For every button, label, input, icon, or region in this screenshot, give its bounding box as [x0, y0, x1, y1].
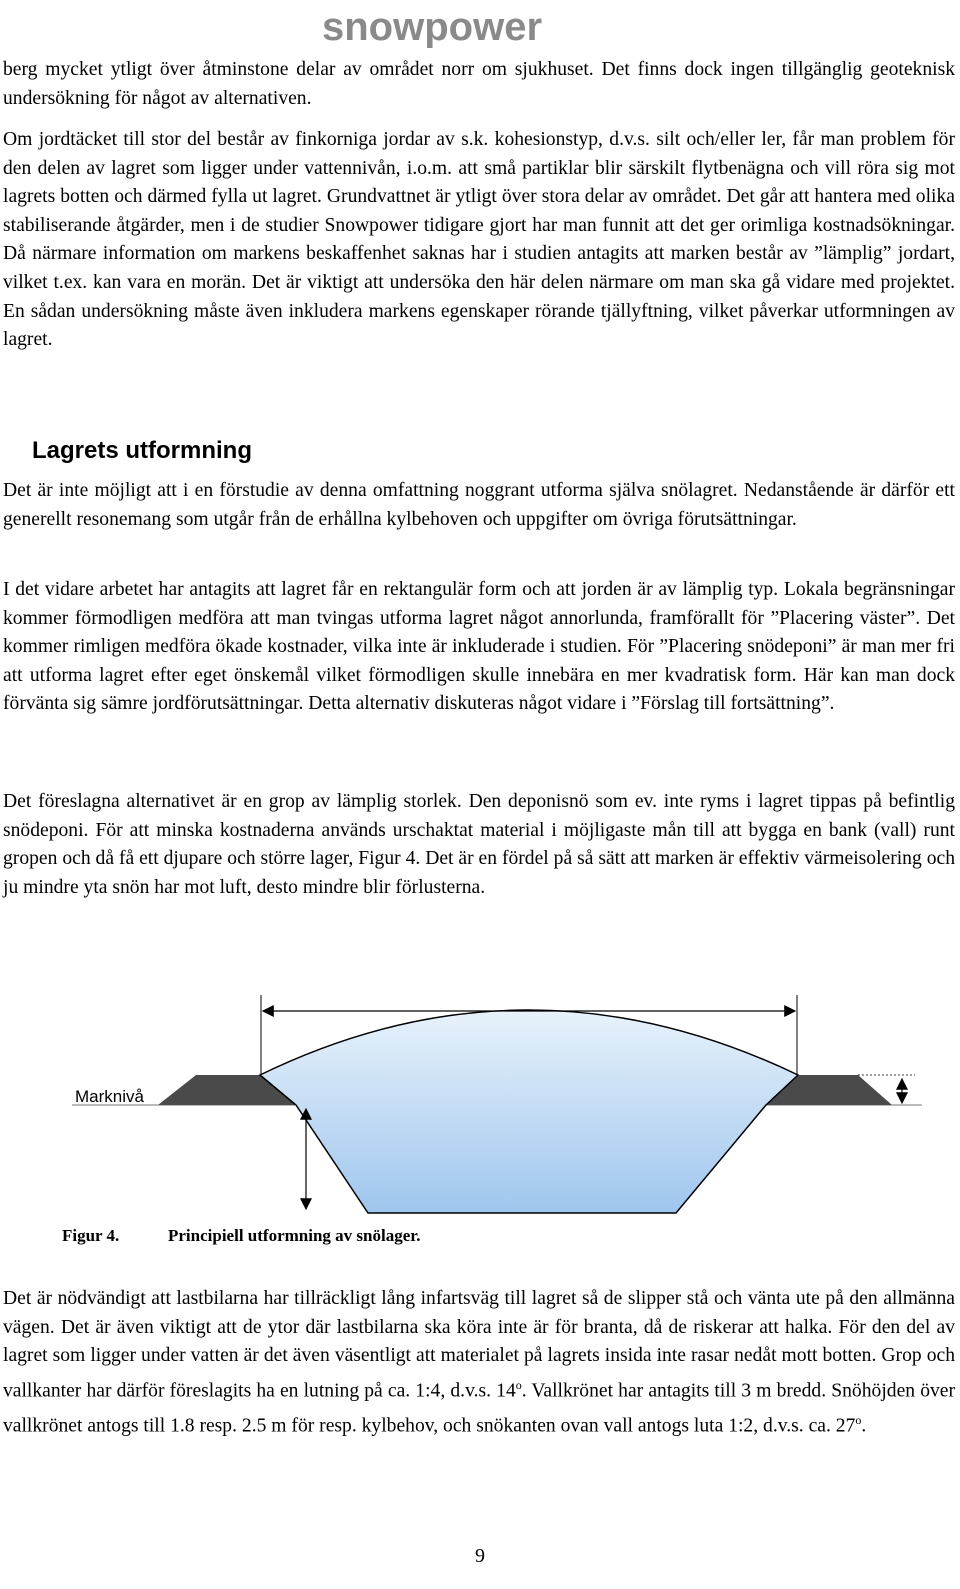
paragraph-5: Det föreslagna alternativet är en grop av lämplig storlek. Den deponisnö som ev. inte ryms i lagret tippas på befintlig snödeponi. För att minska kostnaderna används urschaktat material i möjligaste mån till att bygga en bank (vall) runt gropen och då få ett djupare och större lager, Figur 4. Det är en fördel på så sätt att marken är effektiv värmeisolering och ju mindre yta snön har mot luft, desto mindre blir förlusterna.: [3, 791, 955, 898]
paragraph-2: Om jordtäcket till stor del består av finkorniga jordar av s.k. kohesionstyp, d.v.s. silt och/eller ler, får man problem för den delen av lagret som ligger under vattennivån, i.o.m. att små partiklar blir särskilt flytbenägna och vill röra sig mot lagrets botten och därmed fylla ut lagret. Grundvattnet är ytligt över stora delar av området. Det går att hantera med olika stabiliserande åtgärder, men i de studier Snowpower tidigare gjort har man funnit att det ger orimliga kostnadsökningar. Då närmare information om markens beskaffenhet saknas har i studien antagits att marken består av ”lämplig” jordart, vilket t.ex. kan vara en morän. Det är viktigt att undersöka den här delen närmare om man ska gå vidare med projektet. En sådan undersökning måste även inkludera markens egenskaper rörande tjällyftning, vilket påverkar utformningen av lagret.: [3, 129, 955, 351]
snowpower-logo: [322, 6, 642, 48]
paragraph-6-part-a: Det är nödvändigt att lastbilarna har tillräckligt lång infartsväg till lagret så de slipper stå och vänta ute på den allmänna vägen. Det är även viktigt att de ytor där lastbilarna ska köra inte är för branta, då de riskerar att halka. För den del av lagret som ligger under vatten är det även väsentligt att materialet på lagrets insida inte rasar nedåt mott botten. Grop och vallkanter har därför föreslagits ha en lutning på ca. 1:4, d.v.s. 14: [3, 1288, 955, 1402]
figure-caption-text: Principiell utformning av snölager.: [168, 1226, 421, 1245]
paragraph-3: Det är inte möjligt att i en förstudie av denna omfattning noggrant utforma själva snölagret. Nedanstående är därför ett generellt resonemang som utgår från de erhållna kylbehoven och uppgifter om övriga förutsättningar.: [3, 480, 955, 530]
paragraph-6: [3, 1285, 955, 1441]
section-heading: Lagrets utformning: [32, 437, 252, 464]
degree-superscript-1: o: [515, 1377, 522, 1392]
paragraph-1: berg mycket ytligt över åtminstone delar av området norr om sjukhuset. Det finns dock ingen tillgänglig geoteknisk undersökning för något av alternativen.: [3, 59, 955, 109]
degree-superscript-2: o: [855, 1412, 862, 1427]
figure-caption-number: Figur 4.: [62, 1226, 120, 1245]
paragraph-6-part-b: . Vallkrönet har antagits till 3 m bredd. Snöhöjden över vallkrönet antogs till 1.8 resp. 2.5 m för resp. kylbehov, och snökanten ovan vall antogs luta 1:2, d.v.s. ca. 27: [3, 1380, 956, 1437]
paragraph-6-part-c: .: [861, 1415, 867, 1437]
snow-pile: [260, 1010, 798, 1213]
snow-storage-diagram: [0, 975, 960, 1225]
ground-level-label: Marknivå: [75, 1087, 144, 1106]
figure-4: [0, 975, 960, 1225]
logo-graphic: [322, 6, 642, 48]
paragraph-4: I det vidare arbetet har antagits att lagret får en rektangulär form och att jorden är av lämplig typ. Lokala begränsningar kommer förmodligen medföra att man tvingas utforma lagret något annorlunda, framförallt för ”Placering väster”. Det kommer rimligen medföra ökade kostnader, vilka inte är inkluderade i studien. För ”Placering snödeponi” är man mer fri att utforma lagret efter eget önskemål vilket förmodligen skulle innebära en mer kvadratisk form. Här kan man dock förvänta sig sämre jordförutsättningar. Detta alternativ diskuteras något vidare i ”Förslag till fortsättning”.: [3, 579, 955, 715]
logo-text: snowpower: [322, 6, 543, 48]
page-number: 9: [475, 1545, 485, 1567]
